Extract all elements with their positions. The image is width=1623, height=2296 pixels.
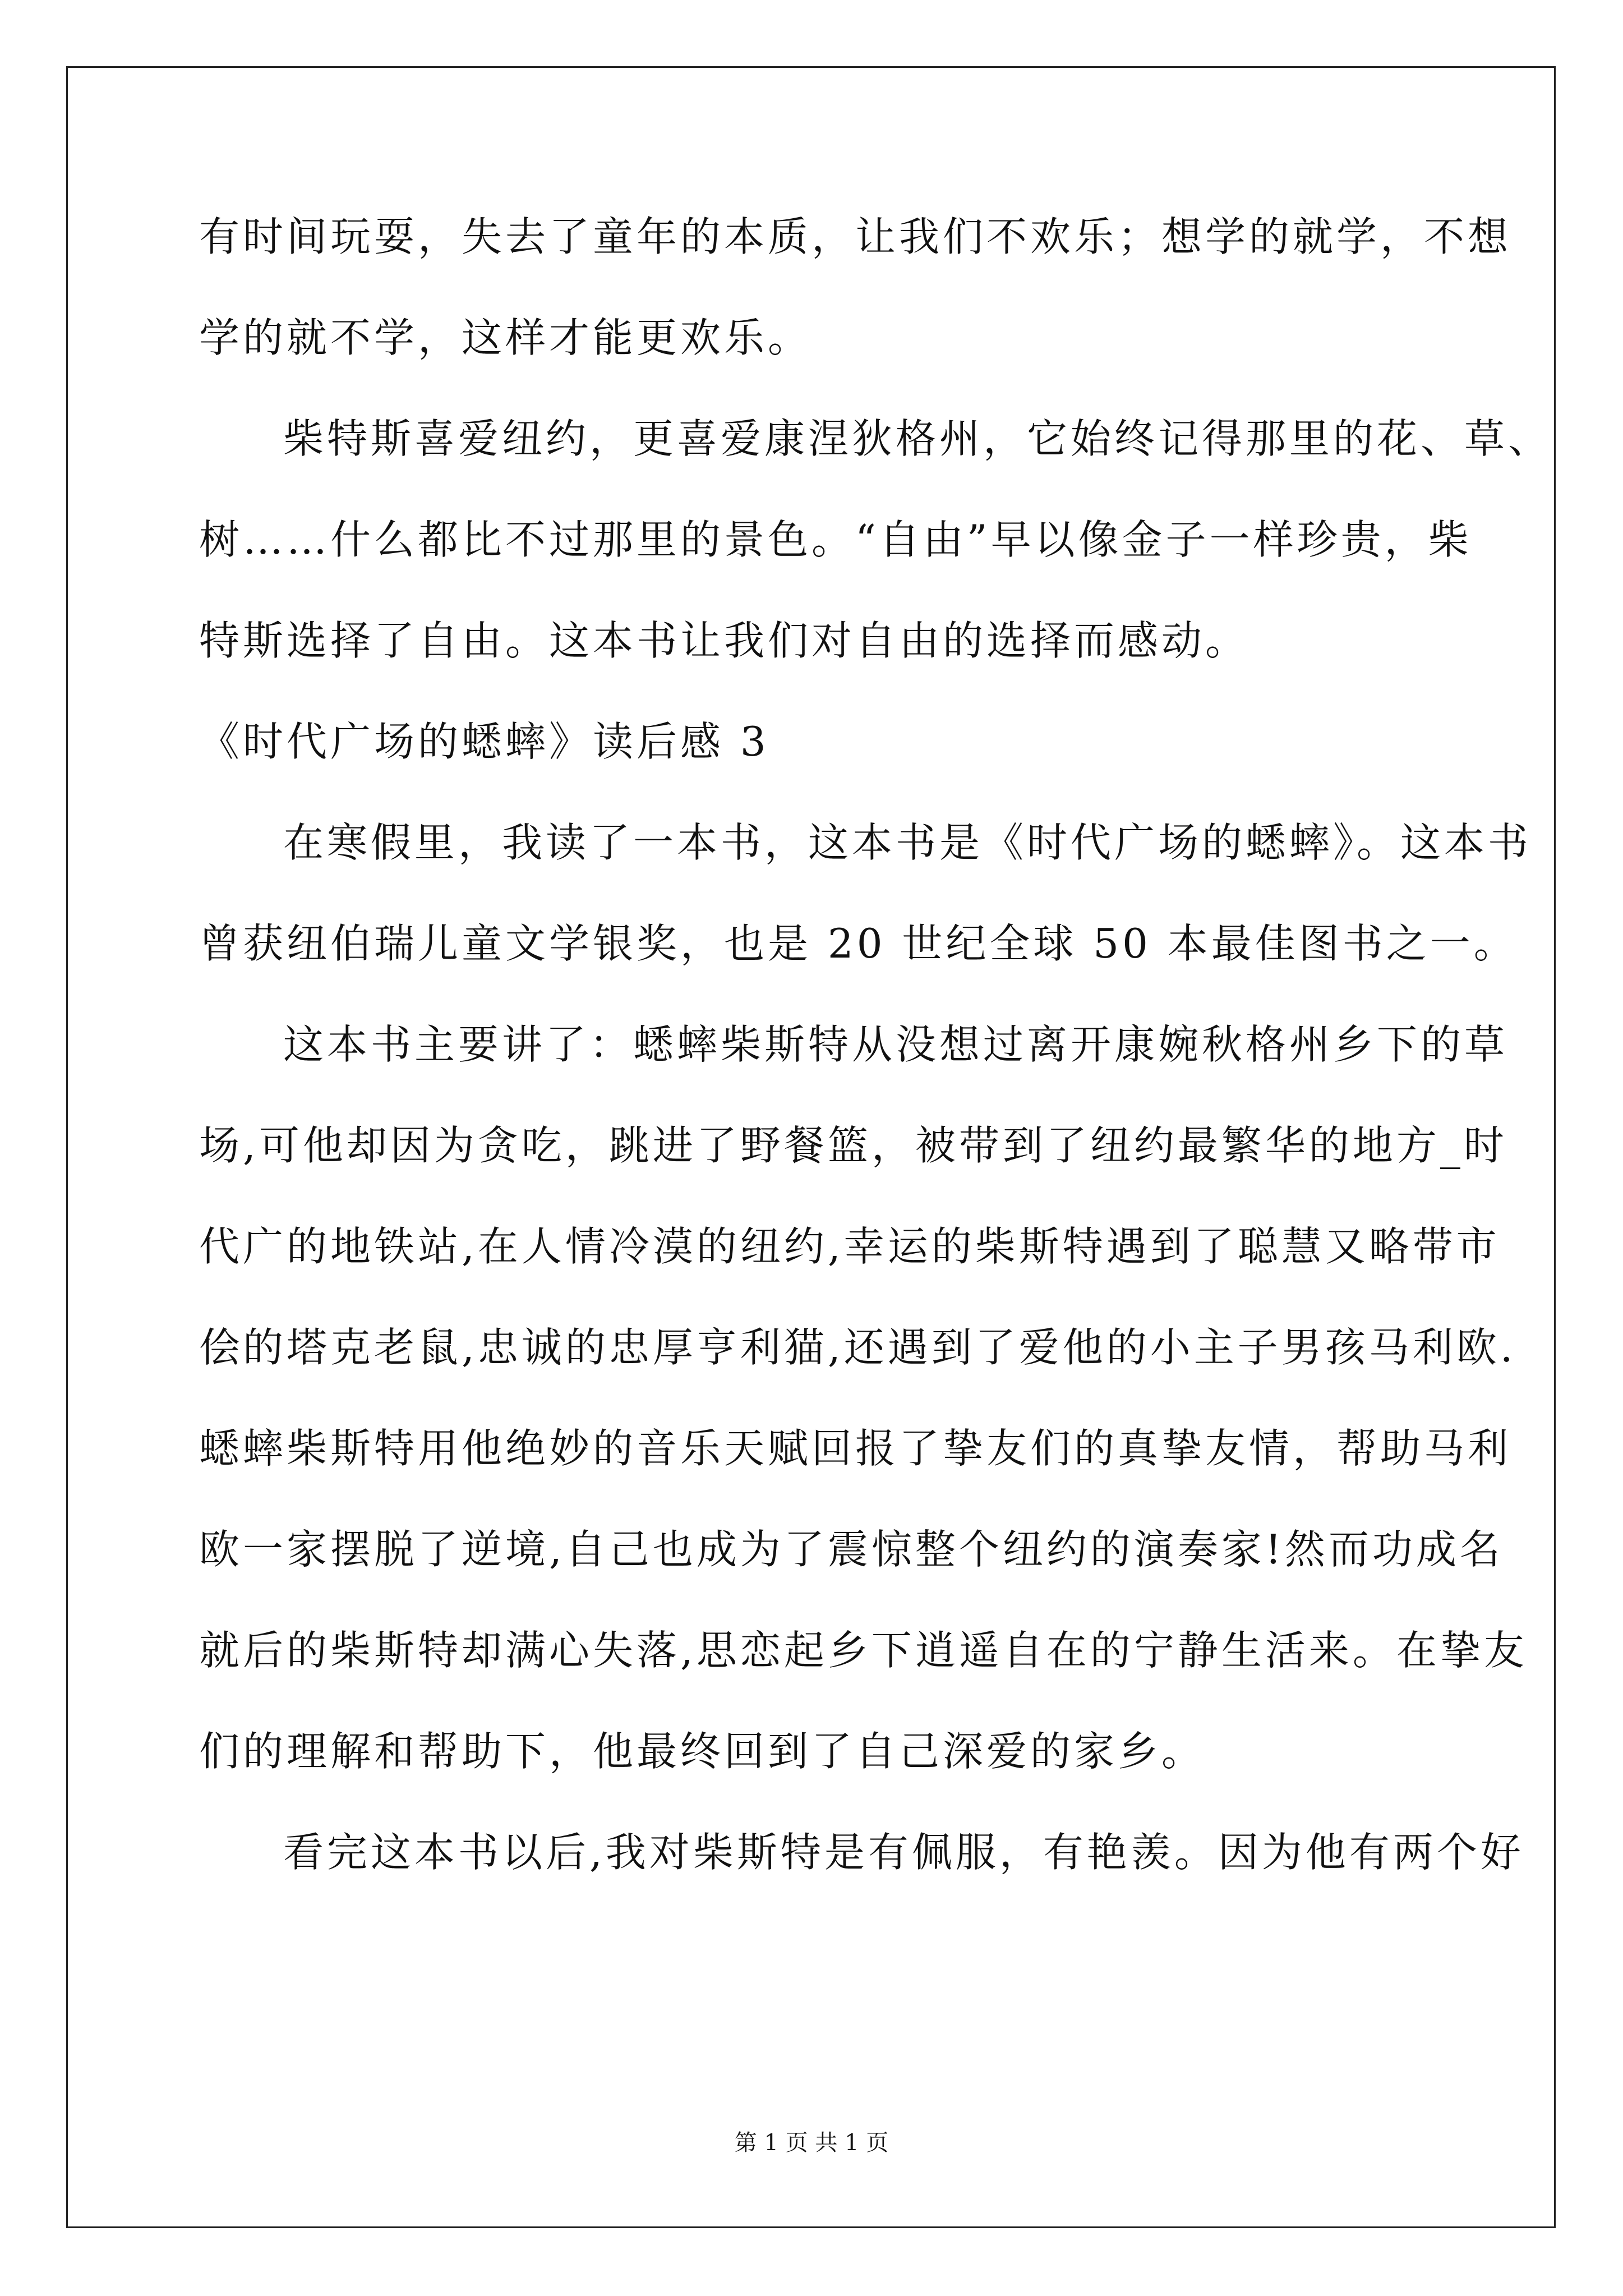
text-line: 树……什么都比不过那里的景色。“自由”早以像金子一样珍贵，柴: [199, 516, 1472, 563]
section-heading: 《时代广场的蟋蟀》读后感 3: [199, 718, 769, 765]
text-line: 侩的塔克老鼠,忠诚的忠厚亨利猫,还遇到了爱他的小主子男孩马利欧.: [199, 1324, 1516, 1371]
text-line: 欧一家摆脱了逆境,自己也成为了震惊整个纽约的演奏家!然而功成名: [199, 1526, 1504, 1573]
text-line: 学的就不学，这样才能更欢乐。: [199, 314, 812, 361]
text-line: 这本书主要讲了：蟋蟀柴斯特从没想过离开康婉秋格州乡下的草: [283, 1021, 1509, 1068]
text-line: 柴特斯喜爱纽约，更喜爱康涅狄格州，它始终记得那里的花、草、: [283, 415, 1552, 462]
text-line: 蟋蟀柴斯特用他绝妙的音乐天赋回报了挚友们的真挚友情，帮助马利: [199, 1425, 1512, 1472]
text-line: 在寒假里，我读了一本书，这本书是《时代广场的蟋蟀》。这本书: [283, 819, 1532, 866]
text-line: 代广的地铁站,在人情冷漠的纽约,幸运的柴斯特遇到了聪慧又略带市: [199, 1223, 1500, 1270]
page-footer: 第 1 页 共 1 页: [734, 2130, 889, 2156]
text-line: 曾获纽伯瑞儿童文学银奖，也是 20 世纪全球 50 本最佳图书之一。: [199, 920, 1518, 967]
text-line: 有时间玩耍，失去了童年的本质，让我们不欢乐；想学的就学，不想: [199, 213, 1512, 260]
text-line: 看完这本书以后,我对柴斯特是有佩服，有艳羡。因为他有两个好: [283, 1829, 1524, 1876]
text-line: 就后的柴斯特却满心失落,思恋起乡下逍遥自在的宁静生活来。在挚友: [199, 1627, 1528, 1674]
text-line: 场,可他却因为贪吃，跳进了野餐篮，被带到了纽约最繁华的地方_时: [199, 1122, 1507, 1169]
text-line: 们的理解和帮助下，他最终回到了自己深爱的家乡。: [199, 1728, 1206, 1775]
text-line: 特斯选择了自由。这本书让我们对自由的选择而感动。: [199, 617, 1249, 664]
